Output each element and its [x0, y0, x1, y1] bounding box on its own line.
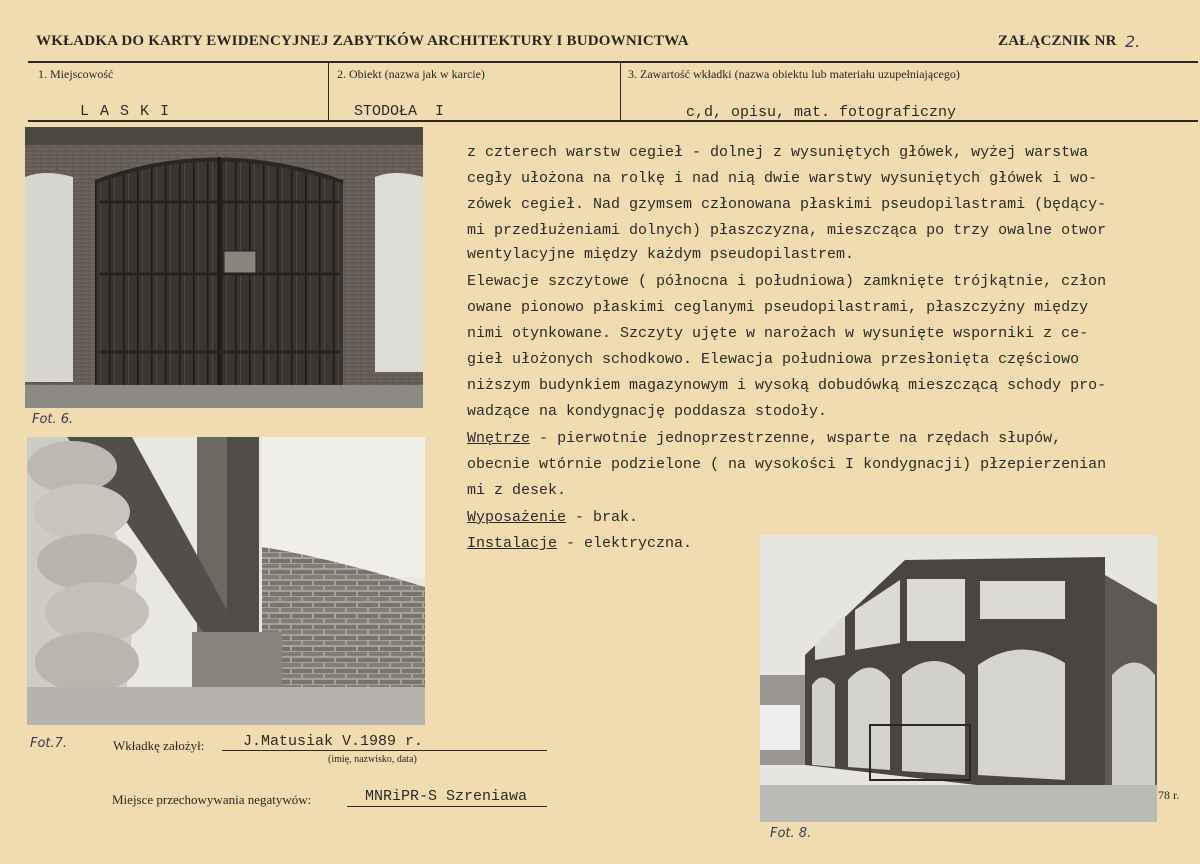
- text-line-8: nimi otynkowane. Szczyty ujęte w narożach w wysunięte wsporniki z ce-: [467, 325, 1089, 342]
- text-line-12: [467, 430, 1061, 447]
- header-rule: [28, 61, 1198, 63]
- photo-8-caption: Fot. 8.: [770, 826, 812, 841]
- text-line-6: Elewacje szczytowe ( północna i południowa) zamknięte trójkątnie, człon: [467, 273, 1107, 290]
- attachment-label: ZAŁĄCZNIK NR: [998, 33, 1117, 49]
- creator-value: J.Matusiak V.1989 r.: [243, 733, 424, 750]
- heading-instalacje: Instalacje: [467, 535, 558, 552]
- text-line-15: [467, 509, 638, 526]
- text-line-13: obecnie wtórnie podzielone ( na wysokości I kondygnacji) płzepierzenian: [467, 456, 1107, 473]
- field-2-label: 2. Obiekt (nazwa jak w karcie): [337, 67, 485, 81]
- wnetrze-dash: -: [539, 430, 549, 447]
- field-2-value: STODOŁA I: [354, 103, 445, 120]
- field-3-label: 3. Zawartość wkładki (nazwa obiektu lub materiału uzupełniającego): [628, 67, 960, 81]
- text-line-7: owane pionowo płaskimi ceglanymi pseudopilastrami, płaszczyżny między: [467, 299, 1089, 316]
- heading-wnetrze: Wnętrze: [467, 430, 531, 447]
- creator-hint: (imię, nazwisko, data): [328, 754, 417, 765]
- text-line-2: cegły ułożona na rolkę i nad nią dwie warstwy wysuniętych główek i wo-: [467, 170, 1098, 187]
- text-line-16: [467, 535, 692, 552]
- heading-wyposazenie: Wyposażenie: [467, 509, 567, 526]
- storage-underline: [347, 806, 547, 807]
- text-line-1: z czterech warstw cegieł - dolnej z wysuniętych główek, wyżej warstwa: [467, 144, 1089, 161]
- text-line-10: niższym budynkiem magazynowym i wysoką dobudówką mieszczącą schody pro-: [467, 377, 1107, 394]
- photo-interior: [27, 437, 425, 725]
- storage-value: MNRiPR-S Szreniawa: [365, 788, 528, 805]
- text-line-4: mi przedłużeniami dolnych) płaszczyzna, mieszcząca po trzy owalne otwor: [467, 222, 1107, 239]
- text-line-5: wentylacyjne między każdym pseudopilastrem.: [467, 246, 855, 263]
- year-fragment: 78 r.: [1158, 788, 1180, 802]
- text-line-15-body: - brak.: [575, 509, 639, 526]
- fields-rule: [28, 120, 1198, 122]
- photo-gable: [760, 535, 1157, 822]
- text-line-14: mi z desek.: [467, 482, 567, 499]
- photo-barn-doors: [25, 127, 423, 408]
- field-divider-1: [328, 62, 329, 120]
- photo-6-caption: Fot. 6.: [32, 412, 74, 427]
- photo-7-caption: Fot.7.: [30, 736, 68, 751]
- field-1-value: L A S K I: [80, 103, 171, 120]
- form-title: WKŁADKA DO KARTY EWIDENCYJNEJ ZABYTKÓW ARCHITEKTURY I BUDOWNICTWA: [36, 33, 689, 49]
- text-line-3: zówek cegieł. Nad gzymsem członowana płaskimi pseudopilastrami (będący-: [467, 196, 1107, 213]
- text-line-16-body: - elektryczna.: [566, 535, 693, 552]
- text-line-11: wadzące na kondygnację poddasza stodoły.: [467, 403, 828, 420]
- text-line-9: gieł ułożonych schodkowo. Elewacja południowa przesłonięta częściowo: [467, 351, 1080, 368]
- creator-label: Wkładkę założył:: [113, 738, 205, 753]
- creator-underline: [222, 750, 547, 751]
- field-1-label: 1. Miejscowość: [38, 67, 114, 81]
- attachment-number: 2.: [1125, 32, 1141, 51]
- storage-label: Miejsce przechowywania negatywów:: [112, 792, 312, 807]
- text-line-12-body: pierwotnie jednoprzestrzenne, wsparte na rzędach słupów,: [557, 430, 1062, 447]
- field-divider-2: [620, 62, 621, 120]
- field-3-value: c,d, opisu, mat. fotograficzny: [686, 104, 957, 121]
